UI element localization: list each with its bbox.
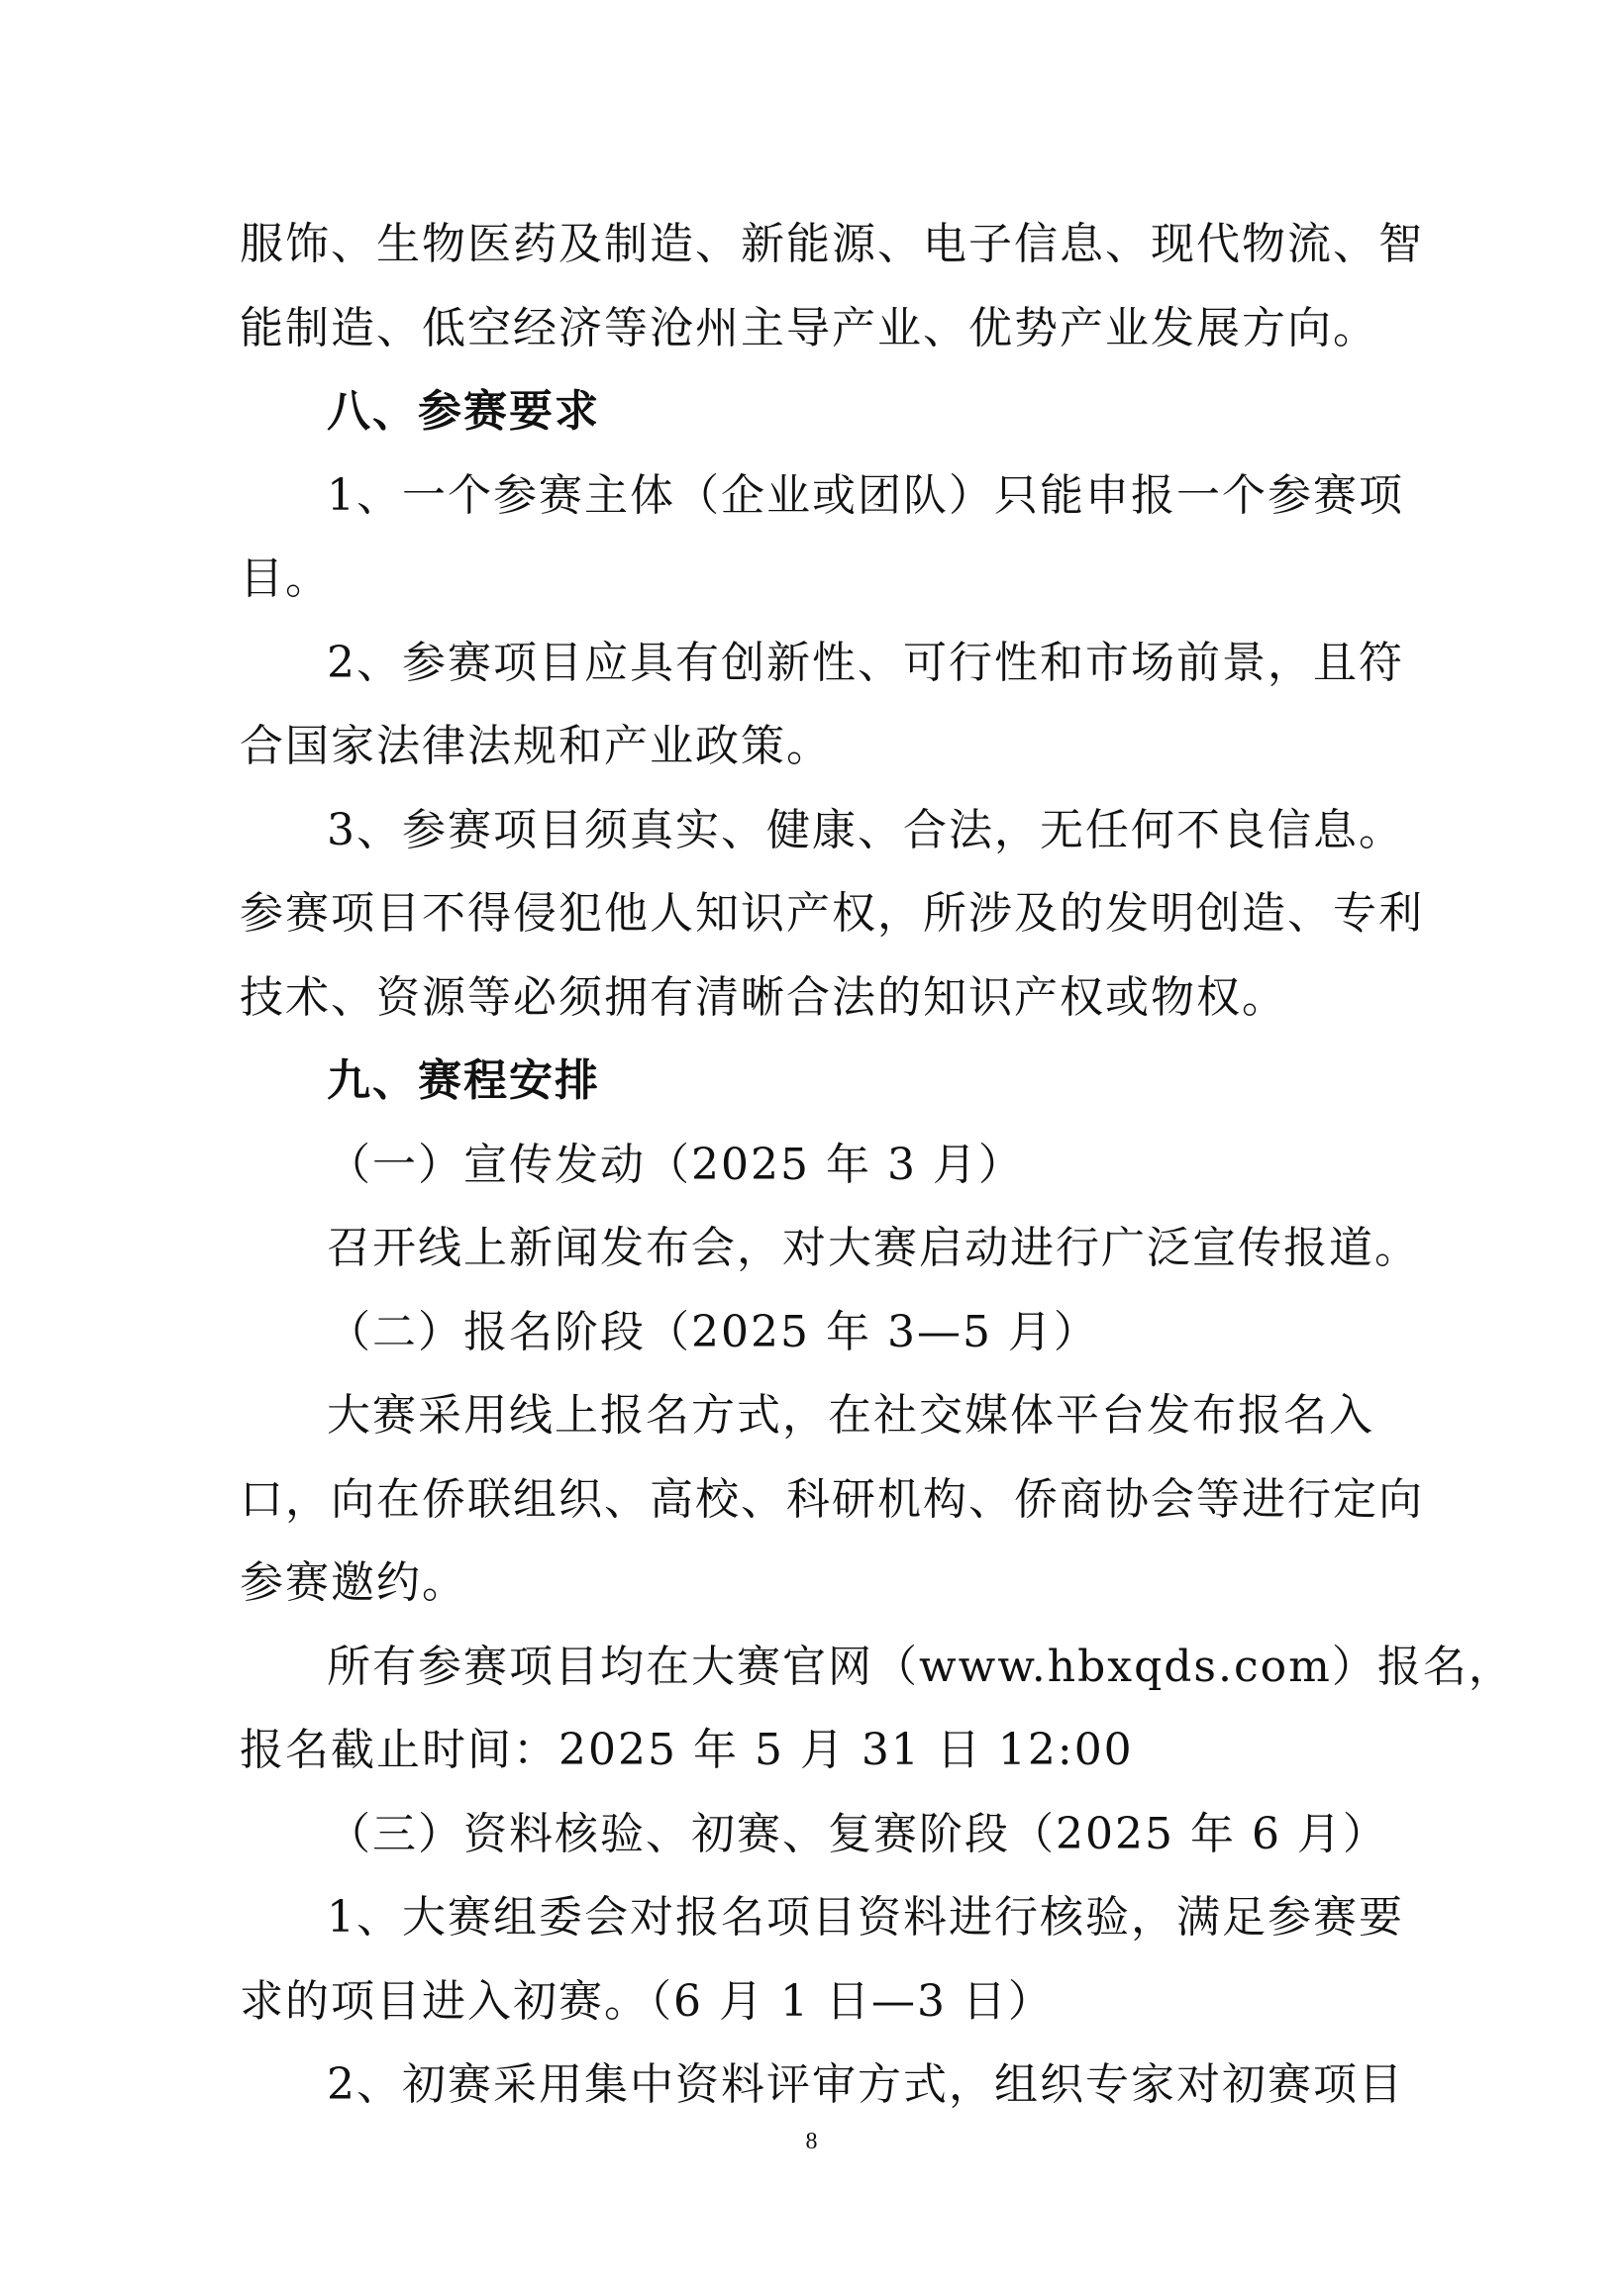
paragraph-continuation-line: 参赛项目不得侵犯他人知识产权，所涉及的发明创造、专利 — [240, 888, 1424, 939]
paragraph-continuation-line: 合国家法律法规和产业政策。 — [240, 721, 832, 771]
paragraph-line: 所有参赛项目均在大赛官网（www.hbxqds.com）报名， — [327, 1641, 1514, 1692]
paragraph-continuation-line: 能制造、低空经济等沧州主导产业、优势产业发展方向。 — [240, 302, 1378, 353]
paragraph-line: 3、参赛项目须真实、健康、合法，无任何不良信息。 — [327, 804, 1404, 855]
paragraph-continuation-line: 技术、资源等必须拥有清晰合法的知识产权或物权。 — [240, 971, 1287, 1023]
paragraph-line: 2、参赛项目应具有创新性、可行性和市场前景，且符 — [327, 637, 1404, 688]
page-number: 8 — [805, 2129, 818, 2154]
paragraph-continuation-line: 口，向在侨联组织、高校、科研机构、侨商协会等进行定向 — [240, 1473, 1424, 1525]
paragraph-continuation-line: 目。 — [240, 553, 331, 604]
paragraph-continuation-line: 求的项目进入初赛。（6 月 1 日—3 日） — [240, 1975, 1054, 2027]
paragraph-continuation-line: 报名截止时间：2025 年 5 月 31 日 12:00 — [240, 1725, 1134, 1775]
paragraph-continuation-line: 参赛邀约。 — [240, 1557, 467, 1608]
subsection-heading: （三）资料核验、初赛、复赛阶段（2025 年 6 月） — [327, 1808, 1388, 1859]
subsection-heading: （二）报名阶段（2025 年 3—5 月） — [327, 1306, 1099, 1357]
paragraph-line: 1、一个参赛主体（企业或团队）只能申报一个参赛项 — [327, 469, 1404, 521]
paragraph-line: 2、初赛采用集中资料评审方式，组织专家对初赛项目 — [327, 2059, 1404, 2110]
document-body — [240, 203, 1514, 2128]
paragraph-line: 1、大赛组委会对报名项目资料进行核验，满足参赛要 — [327, 1892, 1404, 1943]
subsection-heading: （一）宣传发动（2025 年 3 月） — [327, 1139, 1024, 1190]
paragraph-continuation-line: 服饰、生物医药及制造、新能源、电子信息、现代物流、智 — [240, 219, 1424, 269]
section-heading-schedule: 九、赛程安排 — [327, 1055, 600, 1106]
paragraph-line: 召开线上新闻发布会，对大赛启动进行广泛宣传报道。 — [327, 1223, 1420, 1273]
paragraph-line: 大赛采用线上报名方式，在社交媒体平台发布报名入 — [327, 1390, 1374, 1441]
section-heading-requirements: 八、参赛要求 — [327, 386, 600, 437]
